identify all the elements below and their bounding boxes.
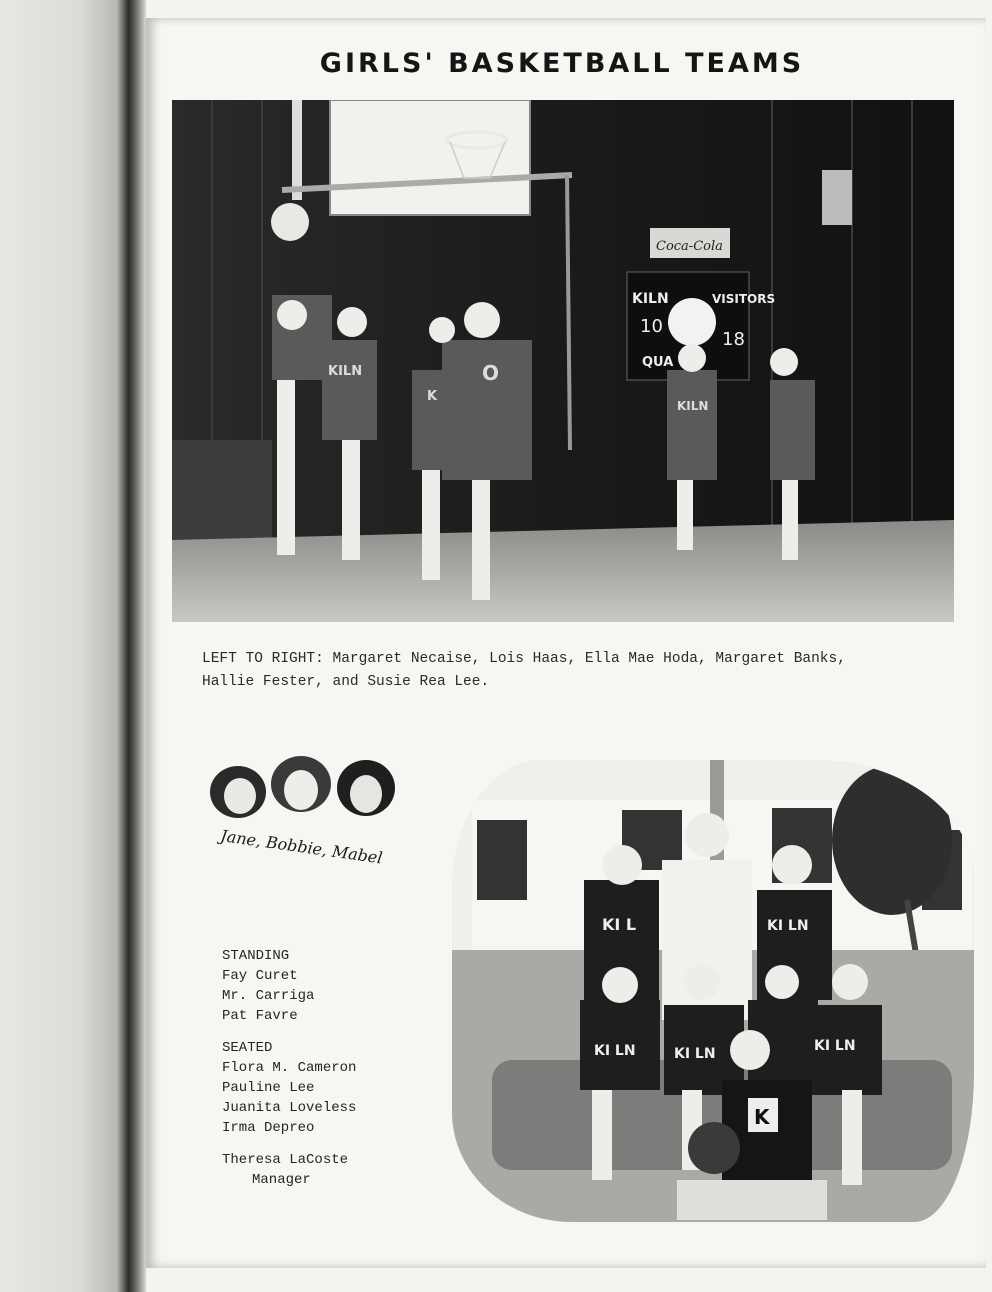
manager-name: Theresa LaCoste <box>222 1152 349 1168</box>
home-label: KILN <box>632 291 669 307</box>
jersey-letter: K <box>754 1105 770 1129</box>
home-score: 10 <box>640 316 663 337</box>
caption-line: Hallie Fester, and Susie Rea Lee. <box>202 674 490 690</box>
team-photo <box>452 760 974 1222</box>
team-roster <box>222 946 356 1190</box>
jersey-letter: KILN <box>328 364 363 379</box>
roster-name: Pauline Lee <box>222 1080 315 1096</box>
standing-group <box>222 946 356 1026</box>
visitors-score: 18 <box>722 329 745 350</box>
jersey-letter: O <box>482 361 500 385</box>
game-action-photo <box>172 100 954 622</box>
book-binding <box>0 0 146 1292</box>
manager-role: Manager <box>252 1172 311 1188</box>
roster-name: Flora M. Cameron <box>222 1060 357 1076</box>
seated-heading: SEATED <box>222 1040 273 1056</box>
jersey-letter: KILN <box>677 399 709 413</box>
quarter-label: QUA <box>642 355 674 370</box>
roster-name: Fay Curet <box>222 968 298 984</box>
visitors-label: VISITORS <box>712 292 776 306</box>
faces-inset <box>206 752 398 822</box>
jersey-letter: KI LN <box>594 1043 636 1059</box>
roster-name: Irma Depreo <box>222 1120 315 1136</box>
seated-group <box>222 1038 356 1138</box>
jersey-letter: KI L <box>602 915 637 934</box>
roster-name: Pat Favre <box>222 1008 298 1024</box>
caption-line: LEFT TO RIGHT: Margaret Necaise, Lois Haas, Ella Mae Hoda, Margaret Banks, <box>202 651 846 667</box>
basketball <box>688 1122 740 1174</box>
team-photo-illustration <box>452 760 974 1222</box>
scoreboard-sponsor: Coca-Cola <box>656 239 723 254</box>
jersey-letter: KI LN <box>814 1038 856 1054</box>
game-action-illustration <box>172 100 954 622</box>
manager-entry <box>222 1150 356 1190</box>
page-title: GIRLS' BASKETBALL TEAMS <box>319 48 805 79</box>
jersey-letter: KI LN <box>767 918 809 934</box>
jersey-letter: K <box>427 389 438 404</box>
player-kiln-1 <box>322 340 377 440</box>
photo-caption <box>202 648 962 694</box>
roster-name: Juanita Loveless <box>222 1100 357 1116</box>
roster-name: Mr. Carriga <box>222 988 315 1004</box>
jersey-letter: KI LN <box>674 1046 716 1062</box>
faces-illustration <box>206 752 398 822</box>
faces-label: Jane, Bobbie, Mabel <box>219 826 384 868</box>
standing-heading: STANDING <box>222 948 290 964</box>
